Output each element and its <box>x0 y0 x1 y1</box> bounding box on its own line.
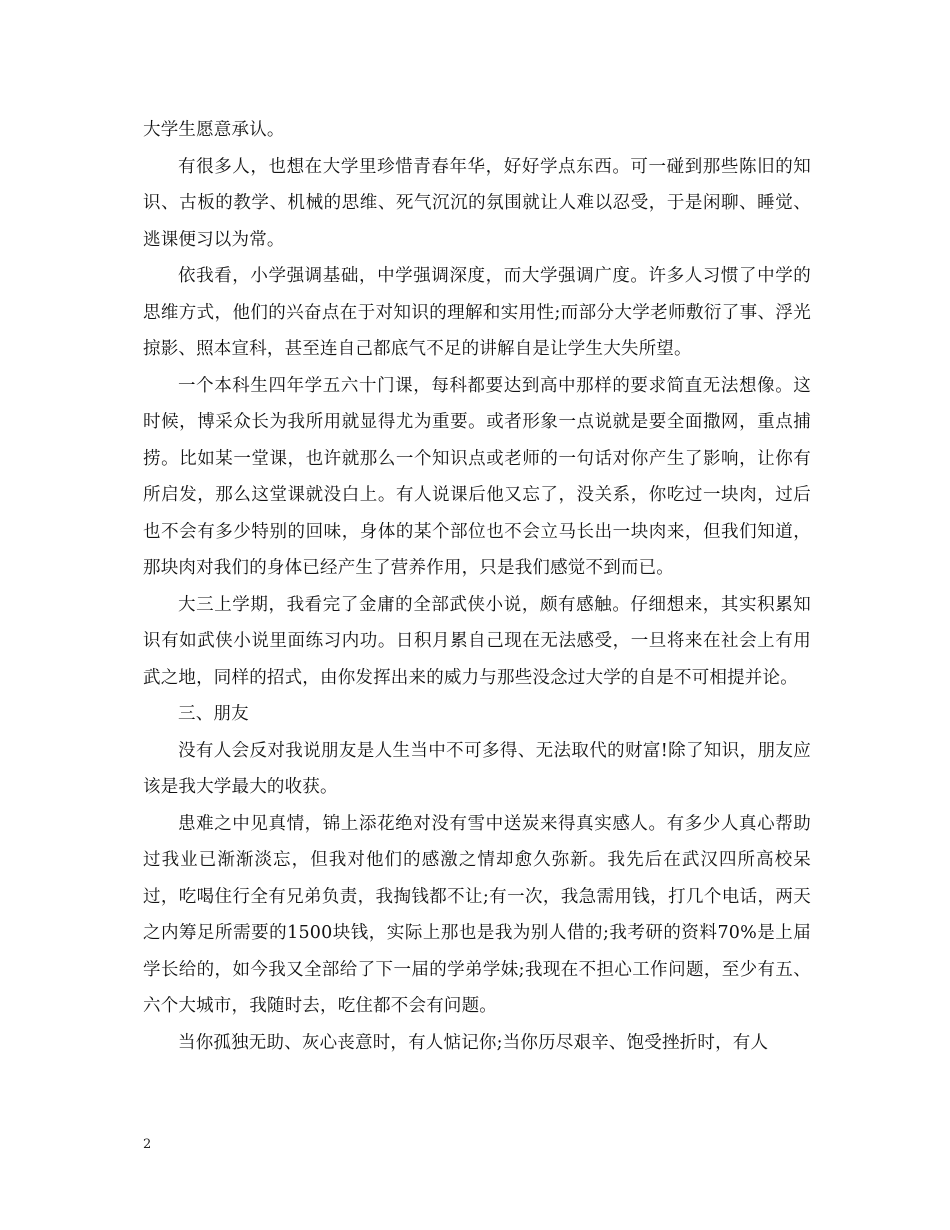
paragraph-7: 患难之中见真情，锦上添花绝对没有雪中送炭来得真实感人。有多少人真心帮助过我业已渐渐淡忘，但我对他们的感激之情却愈久弥新。我先后在武汉四所高校呆过，吃喝住行全有兄弟负责，我掏钱都不让;有一次，我急需用钱，打几个电话，两天之内筹足所需要的1500块钱，实际上那也是我为别人借的;我考研的资料70%是上届学长给的，如今我又全部给了下一届的学弟学妹;我现在不担心工作问题，至少有五、六个大城市，我随时去，吃住都不会有问题。 <box>143 813 811 1016</box>
paragraph-1: 大学生愿意承认。 <box>143 120 285 140</box>
section-heading: 三、朋友 <box>178 704 249 724</box>
paragraph-4: 一个本科生四年学五六十门课，每科都要达到高中那样的要求简直无法想像。这时候，博采众长为我所用就显得尤为重要。或者形象一点说就是要全面撒网，重点捕捞。比如某一堂课，也许就那么一个知识点或老师的一句话对你产生了影响，让你有所启发，那么这堂课就没白上。有人说课后他又忘了，没关系，你吃过一块肉，过后也不会有多少特别的回味，身体的某个部位也不会立马长出一块肉来，但我们知道，那块肉对我们的身体已经产生了营养作用，只是我们感觉不到而已。 <box>143 375 811 578</box>
paragraph-2: 有很多人，也想在大学里珍惜青春年华，好好学点东西。可一碰到那些陈旧的知识、古板的教学、机械的思维、死气沉沉的氛围就让人难以忍受，于是闲聊、睡觉、逃课便习以为常。 <box>143 156 811 250</box>
paragraph-5: 大三上学期，我看完了金庸的全部武侠小说，颇有感触。仔细想来，其实积累知识有如武侠小说里面练习内功。日积月累自己现在无法感受，一旦将来在社会上有用武之地，同样的招式，由你发挥出来的威力与那些没念过大学的自是不可相提并论。 <box>143 594 811 688</box>
paragraph-8: 当你孤独无助、灰心丧意时，有人惦记你;当你历尽艰辛、饱受挫折时，有人 <box>178 1032 769 1053</box>
document-body <box>143 112 811 1061</box>
paragraph-6: 没有人会反对我说朋友是人生当中不可多得、无法取代的财富!除了知识，朋友应该是我大学最大的收获。 <box>143 740 811 797</box>
paragraph-3: 依我看，小学强调基础，中学强调深度，而大学强调广度。许多人习惯了中学的思维方式，他们的兴奋点在于对知识的理解和实用性;而部分大学老师敷衍了事、浮光掠影、照本宣科，甚至连自己都底气不足的讲解自是让学生大失所望。 <box>143 266 811 359</box>
page-number: 2 <box>143 1137 152 1152</box>
